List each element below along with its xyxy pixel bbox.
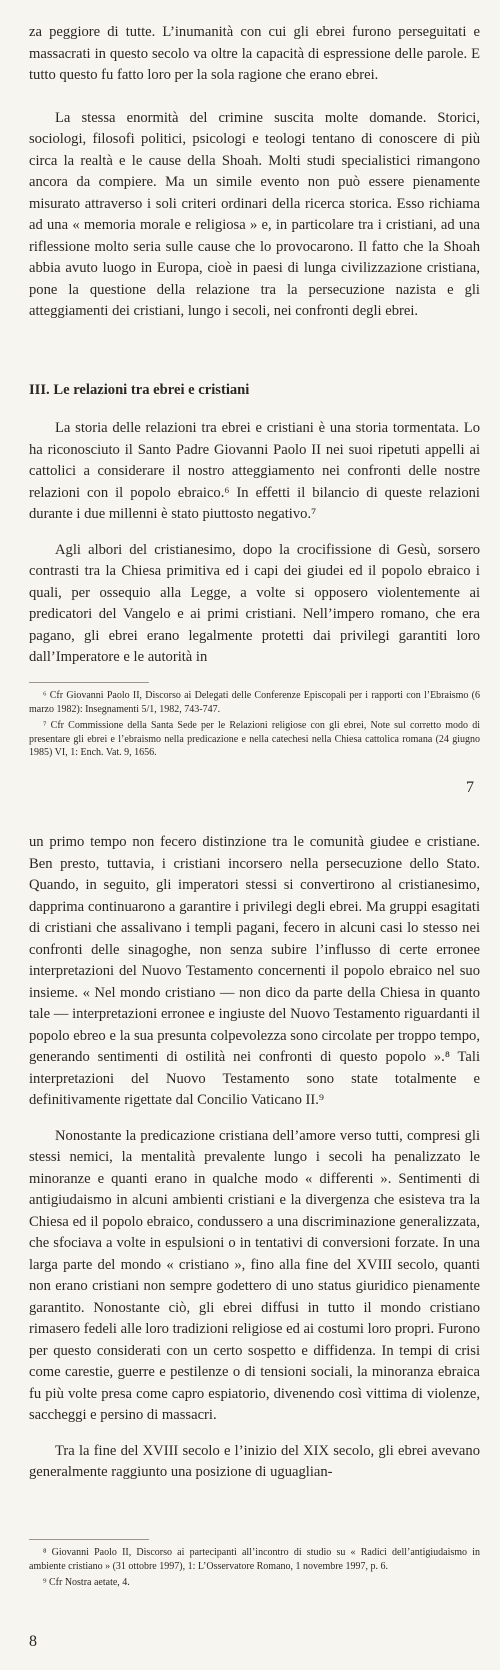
- footnote-rule: [29, 1539, 149, 1540]
- page-number: 7: [466, 779, 474, 796]
- section-heading: III. Le relazioni tra ebrei e cristiani: [29, 382, 250, 398]
- paragraph: La stessa enormità del crimine suscita molte domande. Storici, sociologi, filosofi politici, psicologi e teologi tentano di conoscere di più circa la realtà e le cause della Shoah. Molti studi specialistici rimangono ancora da compiere. Ma un simile evento non può essere pienamente misurato attraverso i soli criteri ordinari della ricerca storica. Esso richiama ad una « memoria morale e religiosa » e, in particolare tra i cristiani, ad una riflessione molto seria sulle cause che lo provocarono. Il fatto che la Shoah abbia avuto luogo in Europa, cioè in paesi di lunga civilizzazione cristiana, pone la questione della relazione tra la persecuzione nazista e gli atteggiamenti dei cristiani, lungo i secoli, nei confronti degli ebrei.: [29, 109, 480, 319]
- paragraph: La storia delle relazioni tra ebrei e cristiani è una storia tormentata. Lo ha riconosciuto il Santo Padre Giovanni Paolo II nei suoi ripetuti appelli ai cattolici a considerare il nostro atteggiamento nei confronti delle nostre relazioni con il popolo ebraico.⁶ In effetti il bilancio di queste relazioni durante i due millenni è stato piuttosto negativo.⁷: [29, 420, 480, 522]
- page-8: [0, 827, 500, 1670]
- footnote: ⁶ Cfr Giovanni Paolo II, Discorso ai Delegati delle Conferenze Episcopali per i rapporti con l’Ebraismo (6 marzo 1982): Insegnamenti 5/1, 1982, 743-747.: [29, 690, 480, 715]
- footnotes: [29, 682, 480, 763]
- page-7-section-body: [29, 418, 480, 669]
- paragraph: Tra la fine del XVIII secolo e l’inizio del XIX secolo, gli ebrei avevano generalmente raggiunto una posizione di uguaglian-: [29, 1442, 480, 1480]
- paragraph: Nonostante la predicazione cristiana dell’amore verso tutti, compresi gli stessi nemici, la mentalità prevalente lungo i secoli ha penalizzato le minoranze e quanti erano in qualche modo « differenti ». Sentimenti di antigiudaismo in alcuni ambienti cristiani e la divergenza che esisteva tra la Chiesa ed il popolo ebraico, condussero a una discriminazione generalizzata, che sfociava a volte in espulsioni o in tentativi di conversioni forzate. In una larga parte del mondo « cristiano », fino alla fine del XVIII secolo, quanti non erano cristiani non sempre godettero di uno status giuridico pienamente garantito. Nonostante ciò, gli ebrei diffusi in tutto il mondo cristiano rimasero fedeli alle loro tradizioni religiose ed ai costumi loro propri. Furono per questo considerati con un certo sospetto e diffidenza. In tempi di crisi come carestie, guerre e pestilenze o di tensioni sociali, la minoranza ebraica fu più volte presa come capro espiatorio, divenendo così vittima di violenze, saccheggi e persino di massacri.: [29, 1127, 480, 1423]
- footnote: ⁸ Giovanni Paolo II, Discorso ai partecipanti all’incontro di studio su « Radici dell’antigiudaismo in ambiente cristiano » (31 ottobre 1997), 1: L’Osservatore Romano, 1 novembre 1997, p. 6.: [29, 1547, 480, 1572]
- page-7: [0, 0, 500, 827]
- paragraph: Agli albori del cristianesimo, dopo la crocifissione di Gesù, sorsero contrasti tra la Chiesa primitiva ed i capi dei giudei ed il popolo ebraico i quali, per ossequio alla Legge, a volte si opposero violentemente ai predicatori del Vangelo e ai primi cristiani. Nell’impero romano, che era pagano, gli ebrei erano legalmente protetti dai privilegi garantiti loro dall’Imperatore e le autorità in: [29, 541, 480, 665]
- page-7-body: [29, 22, 480, 323]
- footnote: ⁹ Cfr Nostra aetate, 4.: [43, 1577, 130, 1588]
- paragraph: za peggiore di tutte. L’inumanità con cui gli ebrei furono perseguitati e massacrati in questo secolo va oltre la capacità di espressione delle parole. E tutto questo fu fatto loro per la sola ragione che erano ebrei.: [29, 24, 480, 83]
- footnotes: [29, 1539, 480, 1593]
- page-8-body: [29, 832, 480, 1484]
- footnote: ⁷ Cfr Commissione della Santa Sede per le Relazioni religiose con gli ebrei, Note sul corretto modo di presentare gli ebrei e l’ebraismo nella predicazione e nella catechesi nella Chiesa cattolica romana (24 giugno 1985) VI, 1: Ench. Vat. 9, 1656.: [29, 720, 480, 758]
- page-number: 8: [29, 1633, 37, 1650]
- footnote-rule: [29, 682, 149, 683]
- paragraph: un primo tempo non fecero distinzione tra le comunità giudee e cristiane. Ben presto, tuttavia, i cristiani incorsero nella persecuzione dello Stato. Quando, in seguito, gli imperatori stessi si convertirono al cristianesimo, dapprima continuarono a garantire i privilegi degli ebrei. Ma gruppi esagitati di cristiani che assalivano i templi pagani, fecero in alcuni casi lo stesso nei confronti delle sinagoghe, non senza subire l’influsso di certe erronee interpretazioni del Nuovo Testamento concernenti il popolo ebraico nel suo insieme. « Nel mondo cristiano — non dico da parte della Chiesa in quanto tale — interpretazioni erronee e ingiuste del Nuovo Testamento riguardanti il popolo ebreo e la sua presunta colpevolezza sono circolate per troppo tempo, generando sentimenti di ostilità nei confronti di questo popolo ».⁸ Tali interpretazioni del Nuovo Testamento sono state totalmente e definitivamente rigettate dal Concilio Vaticano II.⁹: [29, 834, 480, 1108]
- section-heading-block: [29, 380, 480, 402]
